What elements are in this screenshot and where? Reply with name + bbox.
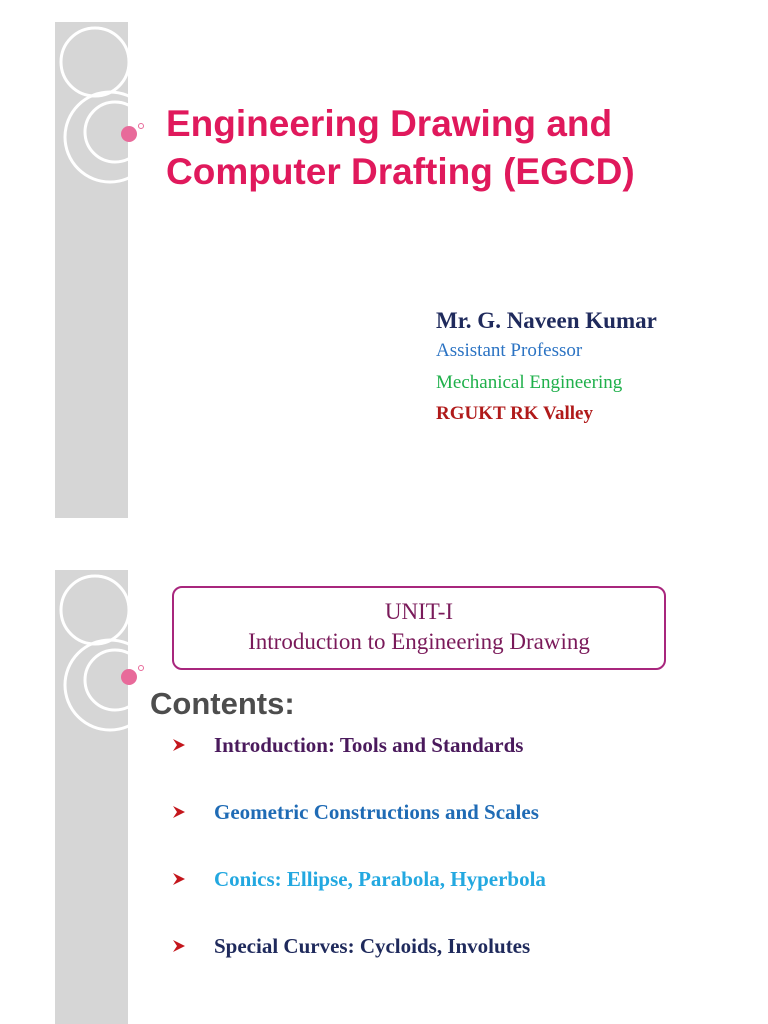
unit-title: UNIT-I: [384, 599, 454, 624]
author-institution: RGUKT RK Valley: [436, 403, 593, 424]
pink-dot: [121, 126, 137, 142]
list-item-text: Geometric Constructions and Scales: [214, 800, 539, 824]
author-name: Mr. G. Naveen Kumar: [436, 308, 657, 333]
list-item-text: Special Curves: Cycloids, Involutes: [214, 934, 531, 958]
author-role: Assistant Professor: [436, 340, 583, 361]
author-block: [436, 306, 657, 428]
presentation-title: [166, 100, 746, 196]
slide-contents: [0, 548, 768, 1024]
list-item-text: Conics: Ellipse, Parabola, Hyperbola: [214, 867, 546, 891]
author-department: Mechanical Engineering: [436, 372, 623, 393]
arrow-bullet-icon: [172, 872, 186, 886]
contents-heading: Contents:: [150, 686, 295, 721]
unit-subtitle: Introduction to Engineering Drawing: [248, 629, 590, 654]
title-line-2: Computer Drafting (EGCD): [166, 151, 635, 192]
arrow-bullet-icon: [172, 738, 186, 752]
list-item-text: Introduction: Tools and Standards: [214, 733, 524, 757]
arrow-bullet-icon: [172, 805, 186, 819]
slide-gap: [0, 540, 768, 548]
decorative-circles: [55, 570, 165, 790]
pink-dot: [121, 669, 137, 685]
unit-title-box: [172, 586, 666, 670]
decorative-circles: [55, 22, 165, 242]
arrow-bullet-icon: [172, 939, 186, 953]
title-line-1: Engineering Drawing and: [166, 103, 613, 144]
